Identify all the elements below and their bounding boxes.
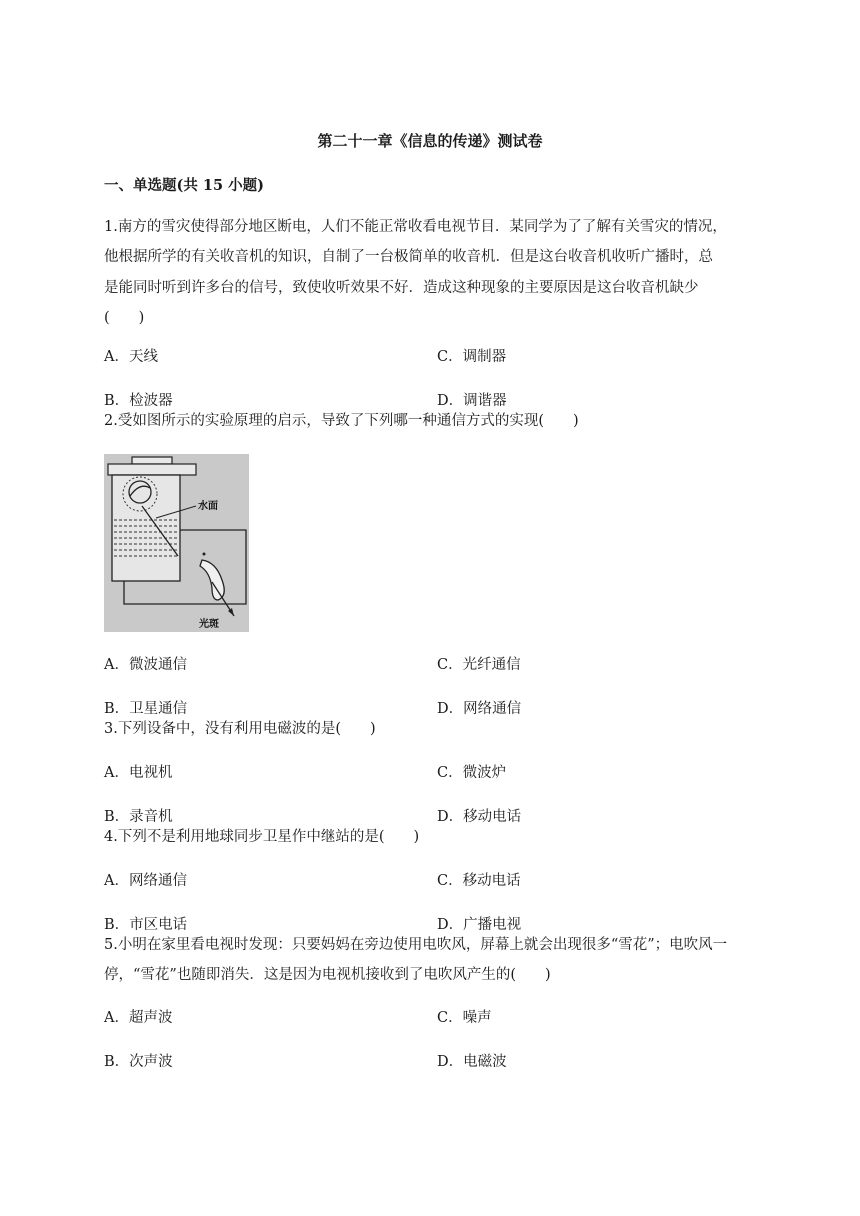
question-5-option-c: C．噪声: [437, 1010, 492, 1026]
question-5-option-d: D．电磁波: [437, 1054, 507, 1070]
question-4-line-1: 4.下列不是利用地球同步卫星作中继站的是( ): [104, 829, 420, 845]
question-1-line-2: 他根据所学的有关收音机的知识，自制了一台极简单的收音机．但是这台收音机收听广播时，总: [104, 249, 713, 265]
question-4-option-a: A．网络通信: [104, 873, 187, 889]
question-2-option-c: C．光纤通信: [437, 657, 521, 673]
question-1-option-d: D．调谐器: [437, 393, 507, 409]
question-4-option-c: C．移动电话: [437, 873, 521, 889]
question-5-line-1: 5.小明在家里看电视时发现：只要妈妈在旁边使用电吹风，屏幕上就会出现很多“雪花”；电吹风一: [104, 937, 728, 953]
question-3-option-d: D．移动电话: [437, 809, 522, 825]
question-2-option-d: D．网络通信: [437, 701, 522, 717]
question-5-option-b: B．次声波: [104, 1054, 173, 1070]
question-4-option-d: D．广播电视: [437, 917, 522, 933]
question-3-option-c: C．微波炉: [437, 765, 507, 781]
experiment-figure: [104, 454, 249, 632]
question-1-line-3: 是能同时听到许多台的信号，致使收听效果不好．造成这种现象的主要原因是这台收音机缺少: [104, 280, 699, 296]
container-body: [112, 475, 180, 581]
question-4-option-b: B．市区电话: [104, 917, 188, 933]
question-1-option-b: B．检波器: [104, 393, 173, 409]
section-heading: 一、单选题(共 15 小题): [104, 177, 264, 194]
question-2-option-b: B．卫星通信: [104, 701, 188, 717]
container-lid: [108, 464, 196, 475]
water-jet-light-diagram: [104, 454, 249, 632]
question-3-line-1: 3.下列设备中，没有利用电磁波的是( ): [104, 721, 376, 737]
question-5-option-a: A．超声波: [104, 1010, 173, 1026]
question-1-option-a: A．天线: [104, 349, 158, 365]
question-1-line-1: 1.南方的雪灾使得部分地区断电，人们不能正常收看电视节目．某同学为了了解有关雪灾的情况，: [104, 219, 727, 235]
question-5-line-2: 停，“雪花”也随即消失．这是因为电视机接收到了电吹风产生的( ): [104, 967, 551, 983]
question-2-line-1: 2.受如图所示的实验原理的启示，导致了下列哪一种通信方式的实现( ): [104, 413, 579, 429]
question-1-line-4: ( ): [104, 310, 145, 326]
label-water-surface: 水面: [198, 501, 218, 512]
container-lid-top: [132, 457, 172, 464]
question-1-option-c: C．调制器: [437, 349, 507, 365]
question-2-option-a: A．微波通信: [104, 657, 187, 673]
question-3-option-a: A．电视机: [104, 765, 173, 781]
question-3-option-b: B．录音机: [104, 809, 173, 825]
page-title: 第二十一章《信息的传递》测试卷: [317, 132, 543, 150]
label-light-spot: 光斑: [199, 619, 219, 630]
